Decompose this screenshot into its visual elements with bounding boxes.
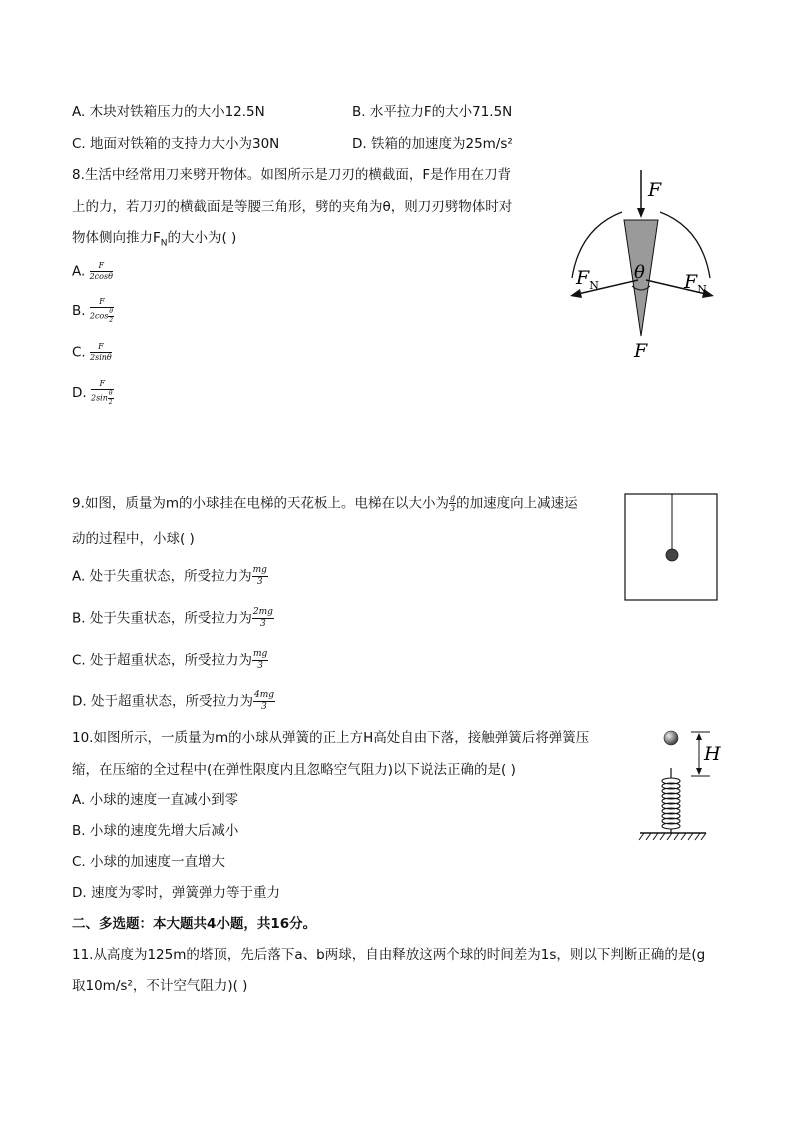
q10-stem-line1: 10.如图所示，一质量为m的小球从弹簧的正上方H高处自由下落，接触弹簧后将弹簧压: [72, 730, 590, 746]
q8-force-arrow-top: [637, 208, 645, 218]
q11-stem-line2: 取10m/s²，不计空气阻力)( ): [72, 978, 248, 994]
q10-spring-figure: [636, 726, 726, 846]
q10-option-a: A. 小球的速度一直减小到零: [72, 792, 239, 808]
q9-option-d: D. 处于超重状态，所受拉力为 $\frac{4mg}{3}$: [72, 690, 275, 712]
q8-wedge-figure: [560, 168, 720, 368]
q8-label-FN-right: $F_N$: [684, 271, 707, 296]
q7-option-a: A. 木块对铁箱压力的大小12.5N: [72, 104, 265, 120]
q10-stem-line2: 缩，在压缩的全过程中(在弹性限度内且忽略空气阻力)以下说法正确的是( ): [72, 762, 516, 778]
q8-normal-arrow-left: [570, 289, 582, 298]
q10-option-d: D. 速度为零时，弹簧弹力等于重力: [72, 885, 280, 901]
q7-option-c: C. 地面对铁箱的支持力大小为30N: [72, 136, 280, 152]
q8-label-theta: θ: [634, 262, 645, 283]
q8-stem-line3: 物体侧向推力$F_N$的大小为( ): [72, 230, 237, 249]
q8-option-c: C. $\frac{F}{2\sin\theta}$: [72, 342, 112, 362]
q9-elevator-figure: [624, 492, 720, 602]
q9-stem-line2: 动的过程中，小球( ): [72, 531, 195, 547]
q10-spring-coil: [662, 778, 680, 829]
q9-elevator-box: [625, 494, 717, 600]
q9-option-a: A. 处于失重状态，所受拉力为 $\frac{mg}{3}$: [72, 565, 267, 587]
q8-option-d: D. F 2sin $\frac{\theta}{2}$: [72, 379, 113, 406]
q10-option-b: B. 小球的速度先增大后减小: [72, 823, 239, 839]
section-heading-multiple-choice: 二、多选题：本大题共4小题，共16分。: [72, 916, 317, 932]
q8-label-F-top: F: [648, 179, 662, 201]
q10-option-c: C. 小球的加速度一直增大: [72, 854, 226, 870]
q9-option-b: B. 处于失重状态，所受拉力为 $\frac{2mg}{3}$: [72, 607, 273, 629]
q10-label-H: H: [704, 743, 721, 765]
q8-stem-line1: 8.生活中经常用刀来劈开物体。如图所示是刀刃的横截面，F是作用在刀背: [72, 167, 512, 183]
q8-stem-line2: 上的力，若刀刃的横截面是等腰三角形，劈的夹角为θ，则刀刃劈物体时对: [72, 199, 513, 215]
q10-ball: [664, 731, 678, 745]
q8-object-right-curve: [660, 212, 710, 278]
q8-label-FN-left: $F_N$: [576, 267, 599, 292]
q9-ball: [666, 549, 678, 561]
q8-option-a: A. $\frac{F}{2\cos\theta}$: [72, 261, 113, 281]
q11-stem-line1: 11.从高度为125m的塔顶，先后落下a、b两球，自由释放这两个球的时间差为1s，则以下判断正确的是(g: [72, 947, 706, 963]
q7-option-b: B. 水平拉力F的大小71.5N: [352, 104, 513, 120]
q9-stem-line1: 9.如图，质量为m的小球挂在电梯的天花板上。电梯在以大小为 $\frac{g}{3}$ 的加速度向上减速运: [72, 493, 578, 513]
q9-option-c: C. 处于超重状态，所受拉力为 $\frac{mg}{3}$: [72, 649, 268, 671]
q7-option-d: D. 铁箱的加速度为25m/s²: [352, 136, 513, 152]
q8-label-F-bottom: F: [634, 340, 648, 362]
q8-option-b: B. F 2cos $\frac{\theta}{2}$: [72, 297, 114, 324]
